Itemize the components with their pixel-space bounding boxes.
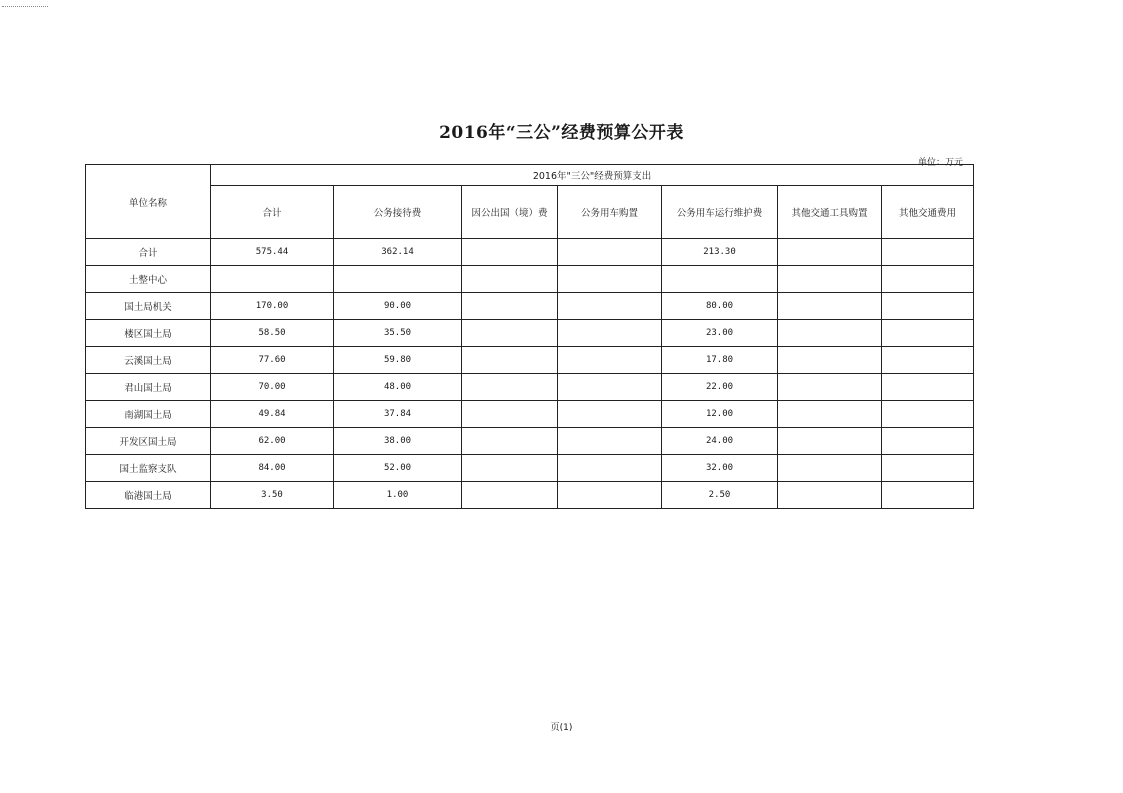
cell-vehicle-purchase: [558, 374, 662, 401]
row-name: 南湖国土局: [86, 401, 211, 428]
cell-other-transport: [882, 239, 974, 266]
unit-label: 单位：万元: [917, 158, 963, 168]
cell-overseas-travel: [462, 455, 558, 482]
cell-other-transport: [882, 401, 974, 428]
table-row: [86, 482, 974, 509]
cell-reception: 35.50: [334, 320, 462, 347]
cell-vehicle-operation: 80.00: [662, 293, 778, 320]
table-row: [86, 347, 974, 374]
cell-vehicle-purchase: [558, 266, 662, 293]
cell-vehicle-purchase: [558, 293, 662, 320]
table-row: [86, 266, 974, 293]
cell-vehicle-operation: 2.50: [662, 482, 778, 509]
cell-other-transport: [882, 266, 974, 293]
cell-reception: [334, 266, 462, 293]
scan-mark: [2, 6, 48, 8]
cell-other-vehicle-purchase: [778, 482, 882, 509]
cell-other-transport: [882, 374, 974, 401]
cell-other-transport: [882, 482, 974, 509]
page-number: 页(1): [550, 723, 573, 733]
cell-other-transport: [882, 293, 974, 320]
col-header-total: 合计: [211, 186, 334, 239]
row-name: 土整中心: [86, 266, 211, 293]
cell-other-vehicle-purchase: [778, 455, 882, 482]
row-name: 楼区国土局: [86, 320, 211, 347]
table-row: [86, 455, 974, 482]
page-title: 2016年“三公”经费预算公开表: [439, 123, 684, 143]
cell-vehicle-operation: 213.30: [662, 239, 778, 266]
row-name: 君山国土局: [86, 374, 211, 401]
cell-overseas-travel: [462, 374, 558, 401]
table-row: [86, 428, 974, 455]
cell-overseas-travel: [462, 401, 558, 428]
table-row: [86, 239, 974, 266]
cell-overseas-travel: [462, 347, 558, 374]
row-name: 开发区国土局: [86, 428, 211, 455]
cell-total: 84.00: [211, 455, 334, 482]
cell-reception: 90.00: [334, 293, 462, 320]
cell-reception: 38.00: [334, 428, 462, 455]
cell-vehicle-purchase: [558, 239, 662, 266]
cell-vehicle-purchase: [558, 320, 662, 347]
cell-reception: 48.00: [334, 374, 462, 401]
table-header-row-group: [86, 165, 974, 186]
col-header-other-transport: 其他交通费用: [882, 186, 974, 239]
cell-other-vehicle-purchase: [778, 374, 882, 401]
cell-total: 77.60: [211, 347, 334, 374]
cell-overseas-travel: [462, 482, 558, 509]
cell-reception: 52.00: [334, 455, 462, 482]
cell-vehicle-purchase: [558, 428, 662, 455]
cell-overseas-travel: [462, 239, 558, 266]
cell-other-vehicle-purchase: [778, 293, 882, 320]
cell-other-vehicle-purchase: [778, 347, 882, 374]
cell-reception: 59.80: [334, 347, 462, 374]
cell-total: 62.00: [211, 428, 334, 455]
cell-vehicle-purchase: [558, 482, 662, 509]
col-header-vehicle-purchase: 公务用车购置: [558, 186, 662, 239]
table-row: [86, 293, 974, 320]
cell-total: 70.00: [211, 374, 334, 401]
cell-other-vehicle-purchase: [778, 320, 882, 347]
group-header: 2016年"三公"经费预算支出: [211, 165, 974, 186]
cell-overseas-travel: [462, 320, 558, 347]
cell-total: 49.84: [211, 401, 334, 428]
cell-overseas-travel: [462, 293, 558, 320]
budget-table: [85, 164, 974, 509]
col-header-vehicle-operation: 公务用车运行维护费: [662, 186, 778, 239]
cell-other-transport: [882, 320, 974, 347]
cell-other-vehicle-purchase: [778, 401, 882, 428]
table-row: [86, 374, 974, 401]
col-header-overseas-travel: 因公出国（境）费: [462, 186, 558, 239]
cell-vehicle-operation: 17.80: [662, 347, 778, 374]
row-name: 云溪国土局: [86, 347, 211, 374]
cell-other-transport: [882, 455, 974, 482]
col-header-other-vehicle-purchase: 其他交通工具购置: [778, 186, 882, 239]
cell-reception: 362.14: [334, 239, 462, 266]
cell-total: [211, 266, 334, 293]
cell-other-vehicle-purchase: [778, 239, 882, 266]
cell-vehicle-purchase: [558, 347, 662, 374]
cell-overseas-travel: [462, 428, 558, 455]
cell-other-vehicle-purchase: [778, 266, 882, 293]
cell-overseas-travel: [462, 266, 558, 293]
cell-total: 575.44: [211, 239, 334, 266]
cell-reception: 1.00: [334, 482, 462, 509]
cell-vehicle-purchase: [558, 401, 662, 428]
cell-other-transport: [882, 428, 974, 455]
cell-total: 170.00: [211, 293, 334, 320]
cell-total: 58.50: [211, 320, 334, 347]
cell-other-vehicle-purchase: [778, 428, 882, 455]
row-name: 合计: [86, 239, 211, 266]
cell-vehicle-operation: 24.00: [662, 428, 778, 455]
table-row: [86, 320, 974, 347]
table-body: [86, 239, 974, 509]
cell-vehicle-operation: [662, 266, 778, 293]
cell-reception: 37.84: [334, 401, 462, 428]
cell-other-transport: [882, 347, 974, 374]
row-name: 临港国土局: [86, 482, 211, 509]
col-header-reception: 公务接待费: [334, 186, 462, 239]
row-header-unit-name: 单位名称: [86, 165, 211, 239]
cell-vehicle-purchase: [558, 455, 662, 482]
cell-vehicle-operation: 22.00: [662, 374, 778, 401]
row-name: 国土局机关: [86, 293, 211, 320]
cell-vehicle-operation: 23.00: [662, 320, 778, 347]
table-row: [86, 401, 974, 428]
cell-vehicle-operation: 32.00: [662, 455, 778, 482]
cell-vehicle-operation: 12.00: [662, 401, 778, 428]
row-name: 国土监察支队: [86, 455, 211, 482]
table-header-row-columns: [86, 186, 974, 239]
cell-total: 3.50: [211, 482, 334, 509]
